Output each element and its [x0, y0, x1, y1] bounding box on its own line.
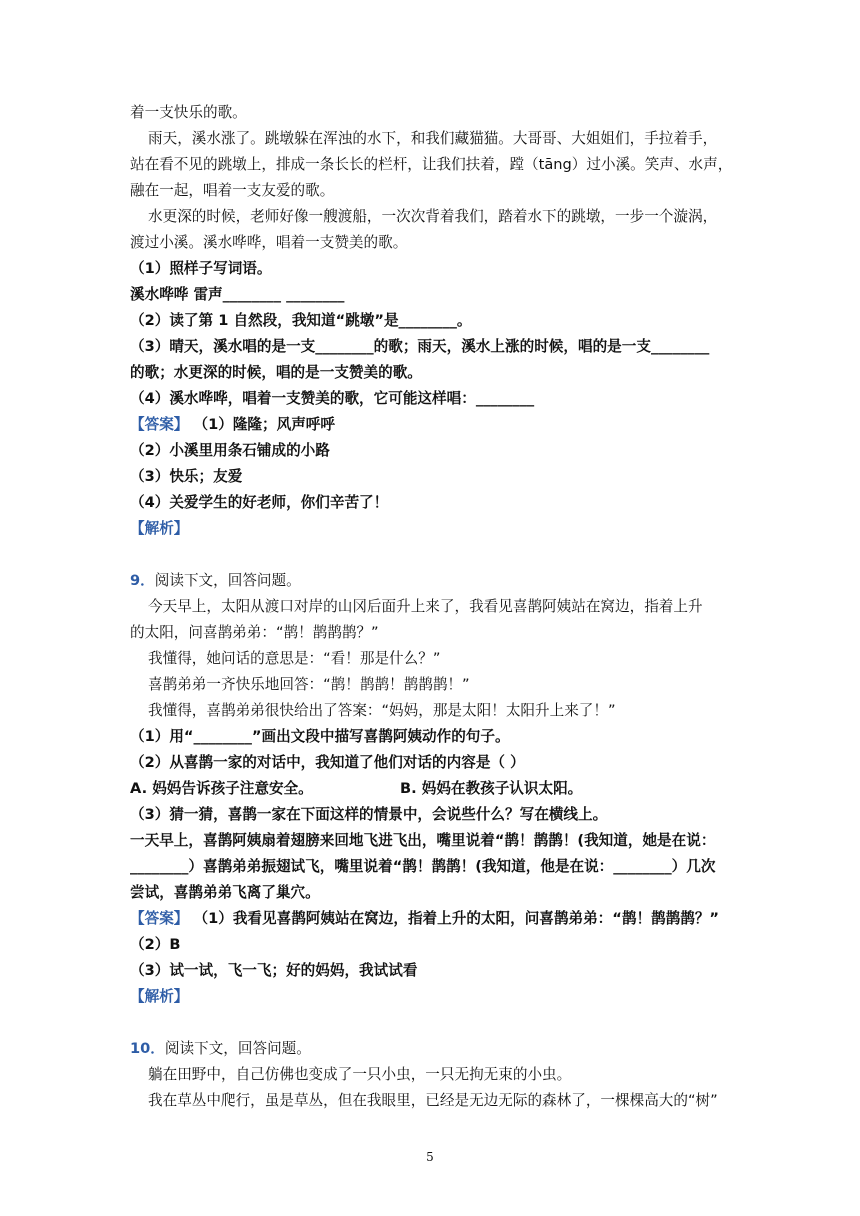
spacer — [130, 542, 734, 568]
choice-line — [130, 776, 734, 802]
spacer — [130, 1010, 734, 1036]
text-line: 我懂得，喜鹊弟弟很快给出了答案：“妈妈，那是太阳！太阳升上来了！” — [148, 702, 616, 719]
analysis-line — [130, 984, 734, 1010]
answer-text: （1）我看见喜鹊阿姨站在窝边，指着上升的太阳，问喜鹊弟弟：“鹊！鹊鹊鹊？” — [193, 910, 720, 927]
analysis-label: 【解析】 — [130, 988, 189, 1005]
question-heading — [130, 568, 734, 594]
question-line: （4）溪水哗哗，唱着一支赞美的歌，它可能这样唱：________ — [130, 390, 535, 407]
question-line: ________）喜鹊弟弟振翅试飞，嘴里说着“鹊！鹊鹊！(我知道，他是在说：________）几次 — [130, 858, 716, 875]
analysis-line — [130, 516, 734, 542]
text-line: 我在草丛中爬行，虽是草丛，但在我眼里，已经是无边无际的森林了，一棵棵高大的“树” — [148, 1092, 718, 1109]
text-line: 站在看不见的跳墩上，排成一条长长的栏杆，让我们扶着，蹚（tāng）过小溪。笑声、水声， — [130, 156, 733, 173]
question-heading — [130, 1036, 734, 1062]
text-line: 融在一起，唱着一支友爱的歌。 — [130, 182, 335, 199]
question-instruction: 阅读下文，回答问题。 — [154, 572, 301, 589]
text-line: 着一支快乐的歌。 — [130, 104, 247, 121]
question-line: 的歌；水更深的时候，唱的是一支赞美的歌。 — [130, 364, 422, 381]
text-line: 的太阳，问喜鹊弟弟：“鹊！鹊鹊鹊？” — [130, 624, 379, 641]
choice-a: A. 妈妈告诉孩子注意安全。 — [130, 780, 313, 797]
answer-line — [130, 906, 734, 932]
answer-label: 【答案】 — [130, 910, 189, 927]
question-line: 尝试，喜鹊弟弟飞离了巢穴。 — [130, 884, 320, 901]
question-line: （1）用“________”画出文段中描写喜鹊阿姨动作的句子。 — [130, 728, 510, 745]
text-line: 雨天，溪水涨了。跳墩躲在浑浊的水下，和我们藏猫猫。大哥哥、大姐姐们，手拉着手， — [148, 130, 718, 147]
question-line: （1）照样子写词语。 — [130, 260, 272, 277]
text-line: 我懂得，她问话的意思是：“看！那是什么？” — [148, 650, 441, 667]
analysis-label: 【解析】 — [130, 520, 189, 537]
choice-b: B. 妈妈在教孩子认识太阳。 — [400, 780, 583, 797]
text-line: 喜鹊弟弟一齐快乐地回答：“鹊！鹊鹊！鹊鹊鹊！” — [148, 676, 470, 693]
answer-line: （2）B — [130, 936, 181, 953]
page-number: 5 — [426, 1150, 434, 1164]
text-line: 渡过小溪。溪水哗哗，唱着一支赞美的歌。 — [130, 234, 408, 251]
text-line: 水更深的时候，老师好像一艘渡船，一次次背着我们，踏着水下的跳墩，一步一个漩涡， — [148, 208, 718, 225]
question-number: 10． — [130, 1040, 165, 1057]
question-instruction: 阅读下文，回答问题。 — [164, 1040, 311, 1057]
answer-line: （3）试一试，飞一飞；好的妈妈，我试试看 — [130, 962, 418, 979]
question-line: （3）晴天，溪水唱的是一支________的歌；雨天，溪水上涨的时候，唱的是一支________ — [130, 338, 710, 355]
page-content — [130, 100, 734, 1114]
question-number: 9． — [130, 572, 155, 589]
answer-line — [130, 412, 734, 438]
answer-text: （1）隆隆；风声呼呼 — [193, 416, 335, 433]
answer-label: 【答案】 — [130, 416, 189, 433]
question-line: 一天早上，喜鹊阿姨扇着翅膀来回地飞进飞出，嘴里说着“鹊！鹊鹊！(我知道，她是在说： — [130, 832, 716, 849]
text-line: 今天早上，太阳从渡口对岸的山冈后面升上来了，我看见喜鹊阿姨站在窝边，指着上升 — [148, 598, 703, 615]
question-line: （3）猜一猜，喜鹊一家在下面这样的情景中，会说些什么？写在横线上。 — [130, 806, 608, 823]
text-line: 躺在田野中，自己仿佛也变成了一只小虫，一只无拘无束的小虫。 — [148, 1066, 572, 1083]
question-line: 溪水哗哗 雷声________ ________ — [130, 286, 345, 303]
question-line: （2）读了第 1 自然段，我知道“跳墩”是________。 — [130, 312, 472, 329]
answer-line: （2）小溪里用条石铺成的小路 — [130, 442, 330, 459]
answer-line: （3）快乐；友爱 — [130, 468, 243, 485]
question-line: （2）从喜鹊一家的对话中，我知道了他们对话的内容是（ ） — [130, 754, 525, 771]
answer-line: （4）关爱学生的好老师，你们辛苦了！ — [130, 494, 389, 511]
